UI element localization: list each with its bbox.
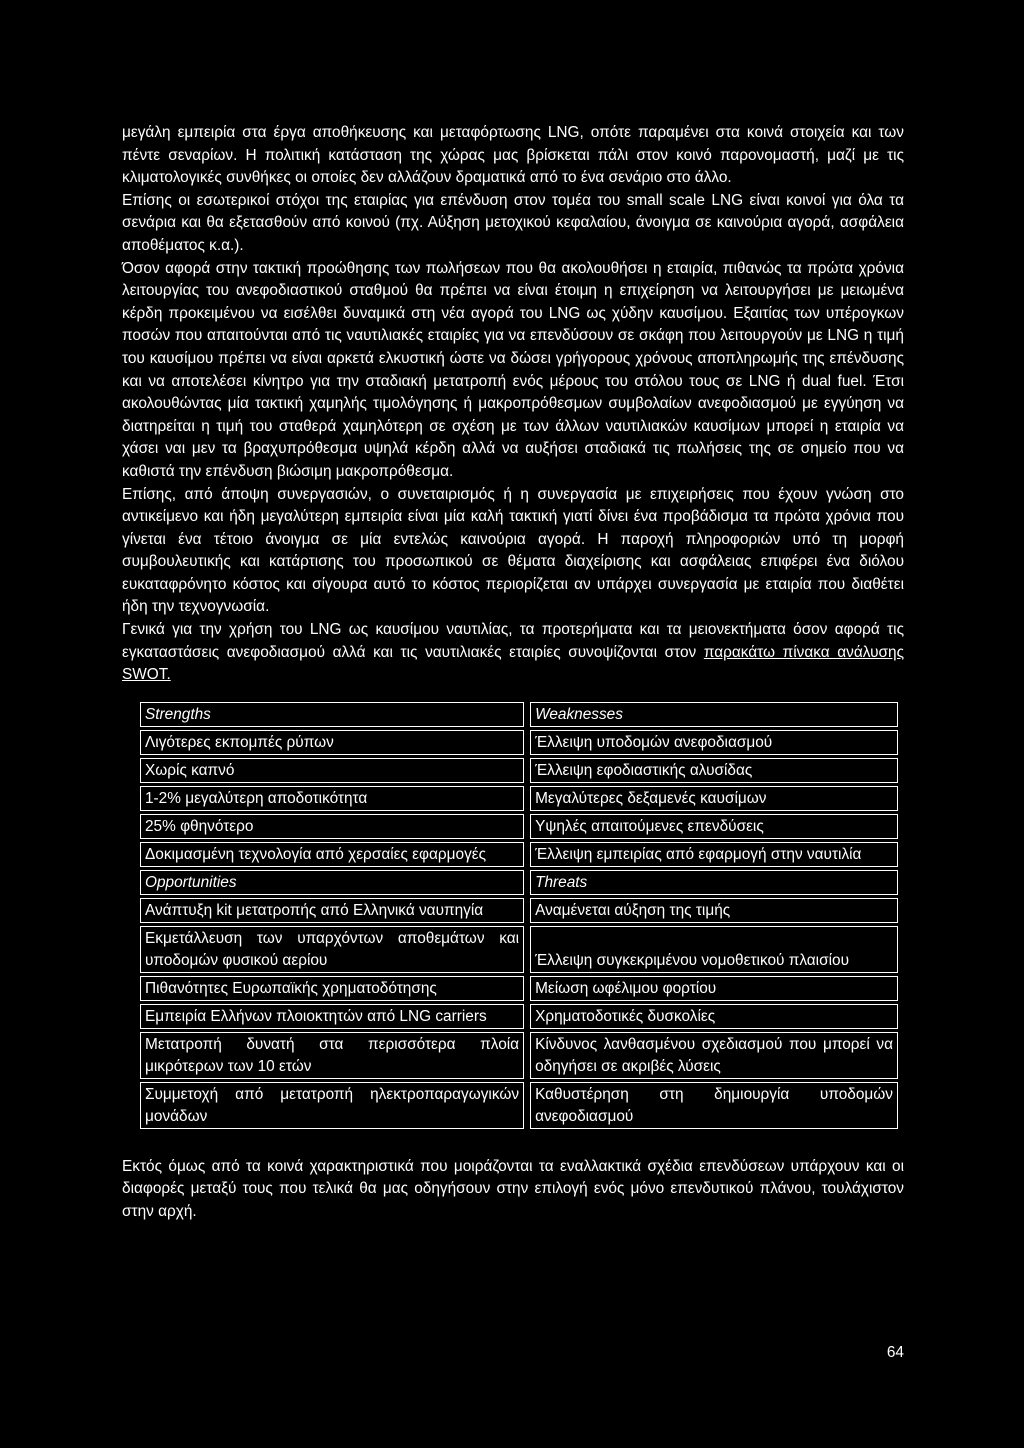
swot-cell: Έλλειψη εφοδιαστικής αλυσίδας [530,758,898,783]
paragraph-common-elements: μεγάλη εμπειρία στα έργα αποθήκευσης και μεταφόρτωσης LNG, οπότε παραμένει στα κοινά στοιχεία και των πέντε σεναρίων. Η πολιτική κατάσταση της χώρας μας βρίσκεται πάλι στον κοινό παρονομαστή, μαζί με τις κλιματολογικές συνθήκες οι οποίες δεν αλλάζουν δραματικά από το ένα σενάριο στο άλλο. [122,124,904,187]
swot-cell: Μετατροπή δυνατή στα περισσότερα πλοία μικρότερων των 10 ετών [140,1032,524,1079]
swot-cell: Λιγότερες εκπομπές ρύπων [140,730,524,755]
swot-cell: Μεγαλύτερες δεξαμενές καυσίμων [530,786,898,811]
swot-intro-underlined: παρακάτω πίνακα ανάλυσης SWOT. [122,643,904,684]
paragraph-conclusion: Εκτός όμως από τα κοινά χαρακτηριστικά που μοιράζονται τα εναλλακτικά σχέδια επενδύσεων υπάρχουν και οι διαφορές μεταξύ τους που τελικά θα μας οδηγήσουν στην επιλογή ενός μόνο επενδυτικού πλάνου, τουλάχιστον στην αρχή. [122,1157,904,1221]
swot-row [140,814,898,839]
swot-row [140,758,898,783]
swot-row [140,1032,898,1079]
swot-cell: Υψηλές απαιτούμενες επενδύσεις [530,814,898,839]
swot-row [140,1082,898,1129]
swot-row [140,842,898,867]
swot-cell: Έλλειψη εμπειρίας από εφαρμογή στην ναυτιλία [530,842,898,867]
paragraph-internal-goals: Επίσης οι εσωτερικοί στόχοι της εταιρίας για επένδυση στον τομέα του small scale LNG είναι κοινοί για όλα τα σενάρια και θα εξετασθούν από κοινού (πχ. Αύξηση μετοχικού κεφαλαίου, άνοιγμα σε καινούρια αγορά, ασφάλεια αποθέματος κ.α.). [122,191,904,254]
swot-cell: Χωρίς καπνό [140,758,524,783]
swot-row [140,926,898,973]
swot-category-cell: Weaknesses [530,702,898,727]
swot-cell: Μείωση ωφέλιμου φορτίου [530,976,898,1001]
swot-cell: 25% φθηνότερο [140,814,524,839]
swot-cell: Συμμετοχή από μετατροπή ηλεκτροπαραγωγικών μονάδων [140,1082,524,1129]
swot-cell: Έλλειψη συγκεκριμένου νομοθετικού πλαισίου [530,926,898,973]
swot-cell: Έλλειψη υποδομών ανεφοδιασμού [530,730,898,755]
swot-row [140,976,898,1001]
swot-cell: Αναμένεται αύξηση της τιμής [530,898,898,923]
page-number: 64 [886,1344,904,1361]
paragraph-cooperation: Επίσης, από άποψη συνεργασιών, ο συνεταιρισμός ή η συνεργασία με επιχειρήσεις που έχουν γνώση στο αντικείμενο και ήδη μεγαλύτερη εμπειρία είναι μία καλή τακτική γιατί δίνει ένα προβάδισμα τα πρώτα χρόνια που γίνεται ένα τέτοιο άνοιγμα σε μία εντελώς καινούρια αγορά. Η παροχή πληροφοριών υπό τη μορφή συμβουλευτικής και κατάρτισης του προσωπικού σε θέματα διαχείρισης και ασφάλειας επιφέρει ένα διόλου ευκαταφρόνητο κόστος και σίγουρα αυτό το κόστος περιορίζεται αν υπάρχει συνεργασία με εταιρία που διαθέτει ήδη την τεχνογνωσία. [122,485,904,616]
swot-cell: Πιθανότητες Ευρωπαϊκής χρηματοδότησης [140,976,524,1001]
swot-category-cell: Opportunities [140,870,524,895]
swot-cell: Εμπειρία Ελλήνων πλοιοκτητών από LNG carriers [140,1004,524,1029]
swot-category-cell: Strengths [140,702,524,727]
swot-row [140,730,898,755]
swot-row [140,786,898,811]
paragraph-sales-tactics: Όσον αφορά στην τακτική προώθησης των πωλήσεων που θα ακολουθήσει η εταιρία, πιθανώς τα πρώτα χρόνια λειτουργίας του ανεφοδιαστικού σταθμού θα πρέπει να είναι έτοιμη η επιχείρηση να λειτουργήσει με μειωμένα κέρδη προκειμένου να εισέλθει δυναμικά στη νέα αγορά του LNG ως χύδην καυσίμου. Εξαιτίας των υπέρογκων ποσών που απαιτούνται από τις ναυτιλιακές εταιρίες για να επενδύσουν σε σκάφη που λειτουργούν με LNG η τιμή του καυσίμου πρέπει να είναι αρκετά ελκυστική ώστε να δώσει γρήγορους χρόνους αποπληρωμής της επένδυσης και να αποτελέσει κίνητρο για την σταδιακή μετατροπή ενός μέρους του στόλου τους σε LNG ή dual fuel. Έτσι ακολουθώντας μία τακτική χαμηλής τιμολόγησης ή μακροπρόθεσμων συμβολαίων ανεφοδιασμού με εγγύηση να διατηρείται η τιμή του σταθερά χαμηλότερη σε σχέση με των άλλων ναυτιλιακών καυσίμων μπορεί η εταιρία να χάσει ναι μεν τα βραχυπρόθεσμα υψηλά κέρδη αλλά να αυξήσει σταδιακά τις πωλήσεις της σε σημείο που να καθιστά την επένδυση βιώσιμη μακροπρόθεσμα. [122,259,904,480]
swot-cell: Εκμετάλλευση των υπαρχόντων αποθεμάτων και υποδομών φυσικού αερίου [140,926,524,973]
swot-cell: 1-2% μεγαλύτερη αποδοτικότητα [140,786,524,811]
swot-intro-text: Γενικά για την χρήση του LNG ως καυσίμου ναυτιλίας, τα προτερήματα και τα μειονεκτήματα όσον αφορά τις εγκαταστάσεις ανεφοδιασμού αλλά και τις ναυτιλιακές εταιρίες συνοψίζονται στον [122,621,904,661]
swot-row [140,1004,898,1029]
swot-row [140,898,898,923]
swot-cell: Ανάπτυξη kit μετατροπής από Ελληνικά ναυπηγία [140,898,524,923]
swot-header-row [140,702,898,727]
swot-cell: Χρηματοδοτικές δυσκολίες [530,1004,898,1029]
swot-header-row [140,870,898,895]
swot-cell: Καθυστέρηση στη δημιουργία υποδομών ανεφοδιασμού [530,1082,898,1129]
document-page [122,122,904,1224]
paragraph-swot-intro [122,619,904,687]
swot-cell: Δοκιμασμένη τεχνολογία από χερσαίες εφαρμογές [140,842,524,867]
swot-category-cell: Threats [530,870,898,895]
swot-cell: Κίνδυνος λανθασμένου σχεδιασμού που μπορεί να οδηγήσει σε ακριβές λύσεις [530,1032,898,1079]
swot-table [134,699,904,1132]
